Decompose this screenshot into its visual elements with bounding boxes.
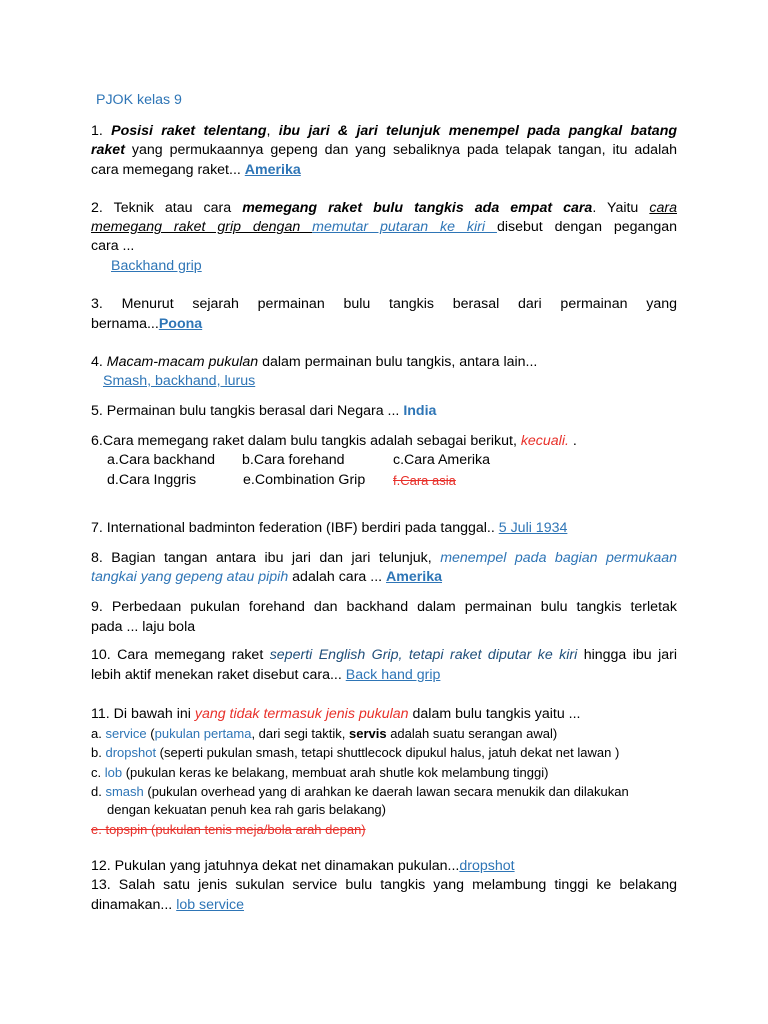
answer-7[interactable]: 5 Juli 1934 [498,520,568,536]
answer-13[interactable]: lob service [176,897,245,913]
question-9-line-2: pada ... laju bola [91,619,196,635]
answer-4-line [103,372,689,391]
question-3-line-2: bernama...Poona [91,316,203,332]
question-13-line-2: dinamakan... lob service [91,897,245,913]
question-1-line-2: raket yang permukaannya gepeng dan yang sebaliknya pada telapak tangan, itu adalah [91,142,677,158]
question-7-line-1: 7. International badminton federation (IBF) berdiri pada tanggal.. 5 Juli 1934 [91,520,568,536]
answer-5: India [403,403,437,419]
q6-option-b: b.Cara forehand [242,452,345,468]
q11-option-c: c. lob (pukulan keras ke belakang, membuat arah shutle kok melambung tinggi) [91,765,549,780]
question-8-line-2: tangkai yang gepeng atau pipih adalah cara ... Amerika [91,569,443,585]
question-5-line-1: 5. Permainan bulu tangkis berasal dari Negara ... India [91,403,437,419]
answer-1[interactable]: Amerika [244,162,301,178]
question-6-line-1: 6.Cara memegang raket dalam bulu tangkis adalah sebagai berikut, kecuali. . [91,433,577,449]
answer-2-line [111,257,697,276]
q11-option-b: b. dropshot (seperti pukulan smash, tetapi shuttlecock dipukul halus, jatuh dekat net lawan ) [91,745,620,760]
answer-3[interactable]: Poona [158,316,203,332]
question-12-line-1: 12. Pukulan yang jatuhnya dekat net dinamakan pukulan...dropshot [91,858,515,874]
document-title: PJOK kelas 9 [96,92,182,108]
question-2-line-1: 2. Teknik atau cara memegang raket bulu tangkis ada empat cara. Yaitu cara [91,200,677,216]
q6-option-a: a.Cara backhand [107,452,216,468]
question-10-line-1: 10. Cara memegang raket seperti English Grip, tetapi raket diputar ke kiri hingga ibu jari [91,647,678,663]
question-4-line-1: 4. Macam-macam pukulan dalam permainan bulu tangkis, antara lain... [91,354,538,370]
question-2-line-2: memegang raket grip dengan memutar putaran ke kiri disebut dengan pegangan [91,219,677,235]
question-9-line-1: 9. Perbedaan pukulan forehand dan backhand dalam permainan bulu tangkis terletak [91,599,677,615]
question-1-line-3: cara memegang raket... Amerika [91,162,301,178]
question-10-line-2: lebih aktif menekan raket disebut cara... Back hand grip [91,667,441,683]
q6-option-e: e.Combination Grip [243,472,366,488]
question-1-line-1: 1. Posisi raket telentang, ibu jari & jari telunjuk menempel pada pangkal batang [91,123,678,139]
question-11-line-1: 11. Di bawah ini yang tidak termasuk jenis pukulan dalam bulu tangkis yaitu ... [91,706,581,722]
q6-option-f: f.Cara asia [393,473,456,488]
q6-option-d: d.Cara Inggris [107,472,197,488]
q11-option-d-continued: dengan kekuatan penuh kea rah garis belakang) [107,802,386,817]
q11-option-a: a. service (pukulan pertama, dari segi taktik, servis adalah suatu serangan awal) [91,726,558,741]
question-13-line-1: 13. Salah satu jenis sukulan service bulu tangkis yang melambung tinggi ke belakang [91,877,677,893]
answer-10[interactable]: Back hand grip [345,667,441,683]
q6-option-c: c.Cara Amerika [393,452,490,468]
question-8-line-1: 8. Bagian tangan antara ibu jari dan jari telunjuk, menempel pada bagian permukaan [91,550,677,566]
question-2-line-3: cara ... [91,238,135,254]
question-3-line-1: 3. Menurut sejarah permainan bulu tangkis berasal dari permainan yang [91,296,677,312]
answer-4[interactable]: Smash, backhand, lurus [103,373,256,389]
answer-8[interactable]: Amerika [386,569,443,585]
answer-12[interactable]: dropshot [459,858,515,874]
answer-2[interactable]: Backhand grip [111,258,202,274]
q11-option-e: e. topspin (pukulan tenis meja/bola arah depan) [91,822,366,837]
q11-option-d: d. smash (pukulan overhead yang di arahkan ke daerah lawan secara menukik dan dilakukan [91,784,629,799]
